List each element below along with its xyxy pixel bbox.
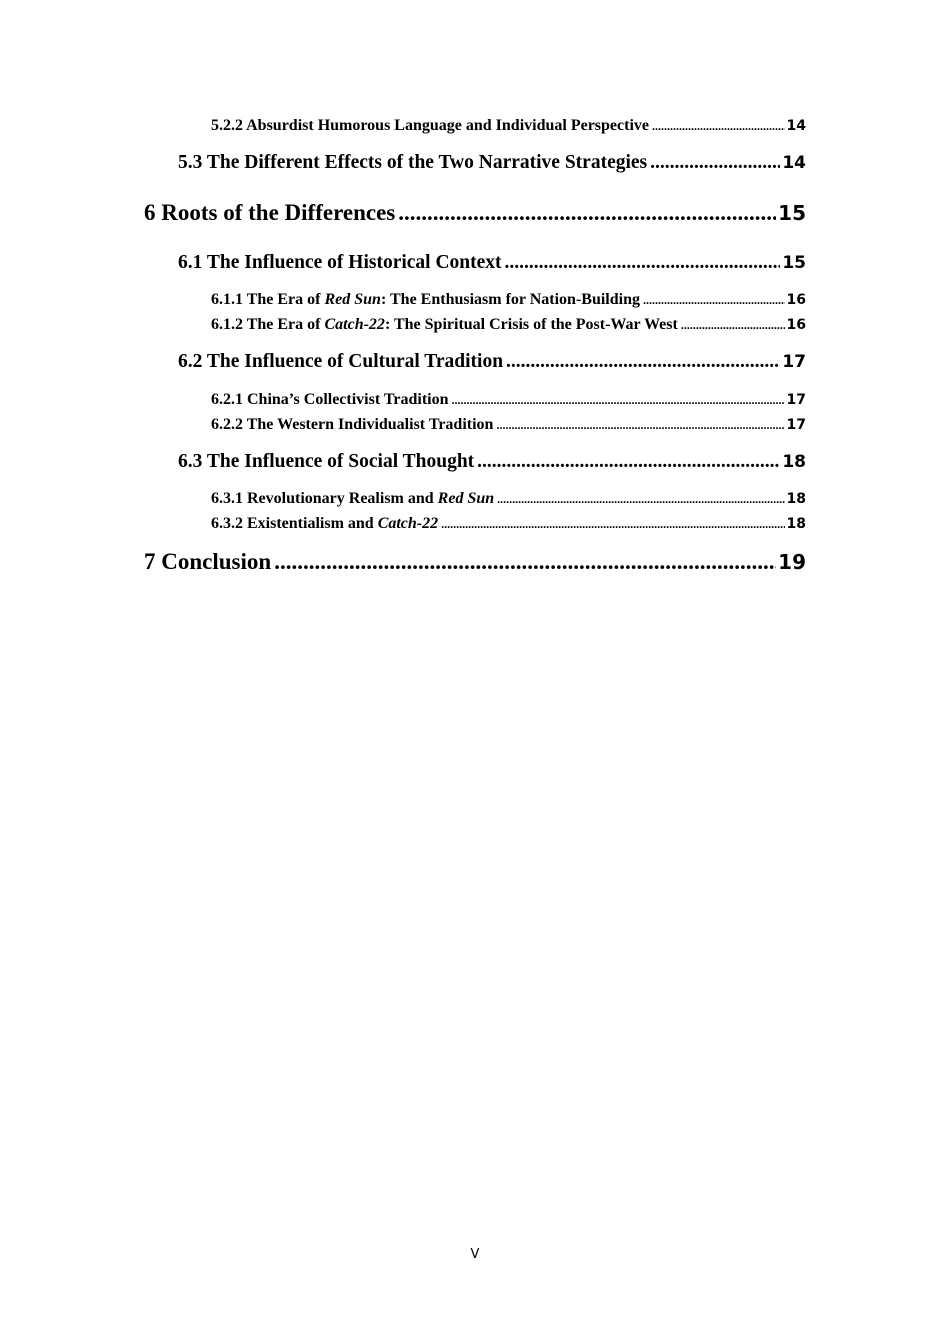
toc-entry-5-3[interactable] xyxy=(178,152,806,174)
page-footer-number: V xyxy=(470,1247,480,1262)
toc-page-number: 18 xyxy=(782,452,806,472)
toc-entry-title: 6.2 The Influence of Cultural Tradition xyxy=(178,351,504,372)
toc-entry-title: 6.2.2 The Western Individualist Tradition xyxy=(211,416,494,433)
toc-entry-title: 6.3 The Influence of Social Thought xyxy=(178,451,475,472)
toc-entry-6-1-1[interactable] xyxy=(211,291,806,309)
toc-entry-7[interactable] xyxy=(144,549,806,575)
toc-entry-6-3-1[interactable] xyxy=(211,490,806,508)
toc-entry-6-1-2[interactable] xyxy=(211,316,806,334)
toc-page-number: 15 xyxy=(782,253,806,273)
toc-entry-6-2[interactable] xyxy=(178,351,806,373)
toc-entry-title: 6.1.1 The Era of Red Sun: The Enthusiasm for Nation-Building xyxy=(211,291,640,308)
toc-entry-title: 6.3.1 Revolutionary Realism and Red Sun xyxy=(211,490,495,507)
toc-entry-title: 6.3.2 Existentialism and Catch-22 xyxy=(211,515,439,532)
toc-entry-6-3-2[interactable] xyxy=(211,515,806,533)
dot-leader xyxy=(652,119,785,134)
toc-entry-6-3[interactable] xyxy=(178,451,806,473)
toc-entry-5-2-2[interactable] xyxy=(211,117,806,135)
toc-page-number: 17 xyxy=(782,352,806,372)
dot-leader xyxy=(497,492,784,507)
dot-leader xyxy=(681,318,785,333)
dot-leader xyxy=(650,152,780,174)
toc-page-number: 17 xyxy=(786,417,806,433)
toc-page-number: 14 xyxy=(786,118,806,134)
toc-page-number: 16 xyxy=(786,317,806,333)
toc-entry-title: 6.2.1 China’s Collectivist Tradition xyxy=(211,391,449,408)
dot-leader xyxy=(506,351,780,373)
toc-entry-title: 5.2.2 Absurdist Humorous Language and Individual Perspective xyxy=(211,117,650,134)
toc-page-number: 18 xyxy=(786,516,806,532)
toc-page-number: 16 xyxy=(786,292,806,308)
toc-entry-6[interactable] xyxy=(144,200,806,226)
toc-entry-title: 6.1.2 The Era of Catch-22: The Spiritual Crisis of the Post-War West xyxy=(211,316,678,333)
toc-page-number: 14 xyxy=(782,153,806,173)
toc-entry-title: 6.1 The Influence of Historical Context xyxy=(178,252,502,273)
toc-entry-title: 6 Roots of the Differences xyxy=(144,200,396,225)
toc-entry-6-2-2[interactable] xyxy=(211,416,806,434)
toc-entry-title: 7 Conclusion xyxy=(144,549,272,574)
dot-leader xyxy=(643,293,785,308)
toc-entry-title: 5.3 The Different Effects of the Two Narrative Strategies xyxy=(178,152,648,173)
dot-leader xyxy=(398,200,776,226)
toc-page-number: 15 xyxy=(778,201,806,225)
toc-page-number: 17 xyxy=(786,392,806,408)
toc-entry-6-2-1[interactable] xyxy=(211,391,806,409)
dot-leader xyxy=(452,393,785,408)
dot-leader xyxy=(496,418,784,433)
dot-leader xyxy=(441,517,784,532)
dot-leader xyxy=(477,451,780,473)
toc-page-number: 18 xyxy=(786,491,806,507)
dot-leader xyxy=(505,252,781,274)
toc-page-number: 19 xyxy=(778,550,806,574)
toc-entry-6-1[interactable] xyxy=(178,252,806,274)
dot-leader xyxy=(274,549,776,575)
